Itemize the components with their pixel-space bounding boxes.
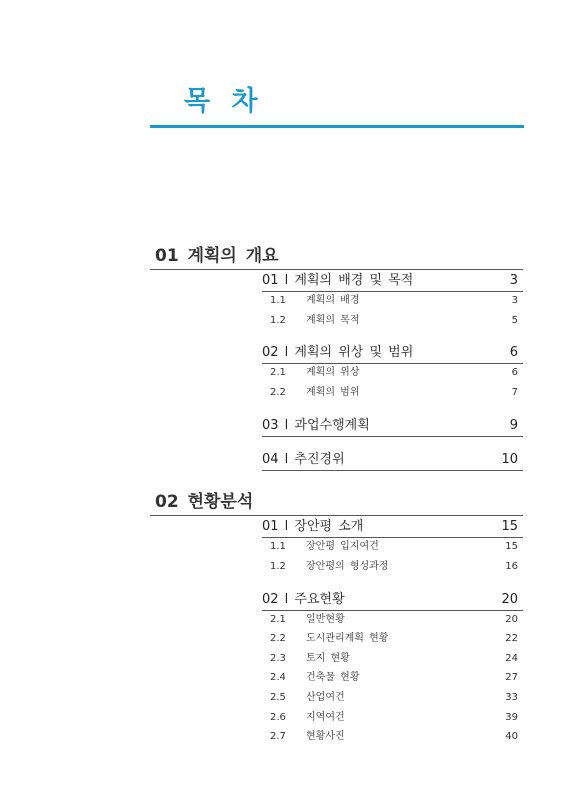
toc-subsection-number: 2.5 (270, 692, 286, 703)
toc-subsection-title: 계획의 배경 (306, 295, 360, 306)
toc-page-number: 16 (505, 561, 518, 572)
toc-page-number: 27 (505, 672, 518, 683)
toc-subsection-title: 장안평 입지여건 (306, 541, 379, 552)
toc-subsection-title: 계획의 위상 (306, 367, 360, 378)
toc-page-number: 24 (505, 653, 518, 664)
toc-subsection-entry[interactable] (262, 540, 518, 554)
toc-section-title: 03 l 과업수행계획 (262, 418, 370, 433)
chapter-divider (150, 515, 523, 516)
section-divider (262, 363, 523, 364)
toc-page-number: 6 (509, 345, 518, 360)
toc-page-number: 20 (501, 592, 518, 607)
toc-page-number: 3 (509, 273, 518, 288)
title-underline (150, 125, 524, 128)
toc-subsection-title: 계획의 범위 (306, 387, 360, 398)
toc-page-number: 3 (511, 295, 518, 306)
toc-subsection-entry[interactable] (262, 691, 518, 705)
toc-page-number: 5 (511, 315, 518, 326)
toc-page-number: 9 (509, 418, 518, 433)
page-title: 목 차 (184, 86, 264, 117)
chapter-heading: 02 현황분석 (155, 492, 254, 512)
toc-page-number: 6 (511, 367, 518, 378)
toc-page-number: 33 (505, 692, 518, 703)
toc-section-entry[interactable] (262, 518, 518, 536)
toc-subsection-entry[interactable] (262, 671, 518, 685)
toc-subsection-title: 도시관리계획 현황 (306, 633, 389, 644)
toc-section-title: 01 l 장안평 소개 (262, 519, 364, 534)
toc-page-number: 40 (505, 731, 518, 742)
section-divider (262, 436, 523, 437)
toc-section-entry[interactable] (262, 591, 518, 609)
toc-page-number: 20 (505, 614, 518, 625)
toc-subsection-entry[interactable] (262, 294, 518, 308)
toc-subsection-entry[interactable] (262, 652, 518, 666)
toc-subsection-title: 일반현황 (306, 614, 345, 625)
toc-subsection-number: 2.4 (270, 672, 286, 683)
toc-page-number: 7 (511, 387, 518, 398)
toc-subsection-number: 2.7 (270, 731, 286, 742)
toc-page-number: 22 (505, 633, 518, 644)
section-divider (262, 291, 523, 292)
toc-section-entry[interactable] (262, 272, 518, 290)
toc-section-title: 04 l 추진경위 (262, 452, 345, 467)
toc-subsection-title: 산업여건 (306, 692, 345, 703)
toc-section-title: 02 l 주요현황 (262, 592, 345, 607)
toc-page-number: 15 (505, 541, 518, 552)
toc-section-title: 01 l 계획의 배경 및 목적 (262, 273, 414, 288)
toc-page-number: 15 (501, 519, 518, 534)
toc-subsection-number: 2.6 (270, 712, 286, 723)
toc-subsection-number: 1.2 (270, 561, 286, 572)
toc-subsection-entry[interactable] (262, 632, 518, 646)
toc-subsection-title: 지역여건 (306, 712, 345, 723)
toc-subsection-entry[interactable] (262, 560, 518, 574)
toc-subsection-number: 1.1 (270, 541, 286, 552)
toc-subsection-number: 2.3 (270, 653, 286, 664)
toc-subsection-number: 1.2 (270, 315, 286, 326)
toc-subsection-entry[interactable] (262, 613, 518, 627)
chapter-heading: 01 계획의 개요 (155, 246, 279, 266)
toc-subsection-entry[interactable] (262, 314, 518, 328)
toc-subsection-number: 2.1 (270, 614, 286, 625)
toc-page-number: 39 (505, 712, 518, 723)
toc-section-entry[interactable] (262, 417, 518, 435)
toc-subsection-title: 토지 현황 (306, 653, 350, 664)
toc-subsection-title: 장안평의 형성과정 (306, 561, 389, 572)
toc-subsection-title: 현황사진 (306, 731, 345, 742)
chapter-divider (150, 269, 523, 270)
section-divider (262, 470, 523, 471)
toc-subsection-title: 계획의 목적 (306, 315, 360, 326)
toc-section-entry[interactable] (262, 451, 518, 469)
toc-section-entry[interactable] (262, 344, 518, 362)
toc-subsection-number: 1.1 (270, 295, 286, 306)
toc-subsection-number: 2.1 (270, 367, 286, 378)
toc-subsection-entry[interactable] (262, 366, 518, 380)
toc-subsection-entry[interactable] (262, 730, 518, 744)
toc-subsection-number: 2.2 (270, 387, 286, 398)
toc-subsection-number: 2.2 (270, 633, 286, 644)
section-divider (262, 610, 523, 611)
toc-page-number: 10 (501, 452, 518, 467)
toc-subsection-title: 건축물 현황 (306, 672, 360, 683)
section-divider (262, 537, 523, 538)
toc-subsection-entry[interactable] (262, 711, 518, 725)
toc-subsection-entry[interactable] (262, 386, 518, 400)
toc-section-title: 02 l 계획의 위상 및 범위 (262, 345, 414, 360)
